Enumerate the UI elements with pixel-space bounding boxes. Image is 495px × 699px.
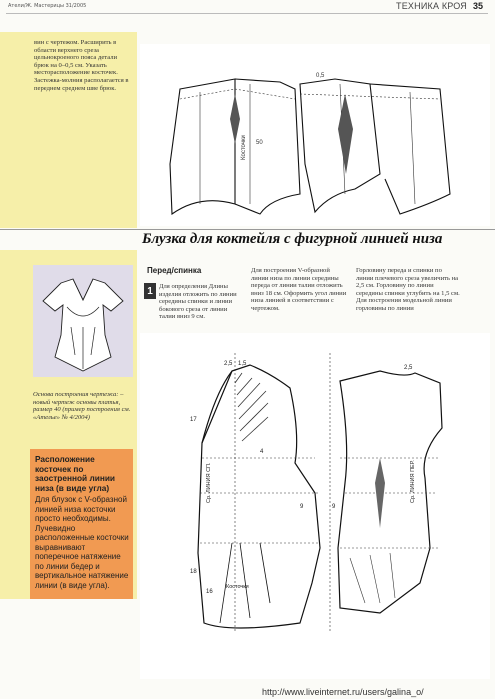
blouse-illustration (33, 265, 133, 377)
center-front-label: Ср. ЛИНИЯ ПЕР. (410, 460, 416, 503)
pants-drawing (140, 44, 490, 226)
blouse-pattern-svg (140, 333, 490, 679)
dim-25-b: 2,5 (404, 365, 413, 371)
orange-box-body: Для блузок с V-образной линией низа косточки просто необходимы. Лучевидно расположенные косточки выравнивают поперечное натяжение по линии бедер и вертикальное натяжение линии (в виде угла). (35, 495, 129, 590)
dim-18: 18 (190, 569, 197, 575)
dim-25-a: 2,5 (224, 361, 233, 367)
header-rule (6, 13, 488, 14)
top-paragraph: вин с чертежом. Расширить в области верхнего среза цельнокроеного пояса детали брюк на 0–0,5 см. Указать месторасположение косточек. Застежка-молния располагается в переднем среднем шве брюк. (34, 39, 129, 92)
dim-16: 16 (206, 589, 213, 595)
kostochki-label-top: Косточки (241, 135, 247, 160)
dim-4: 4 (260, 449, 264, 455)
front-piece-outline (338, 371, 442, 613)
blouse-drawing (140, 333, 490, 679)
footer-url[interactable]: http://www.liveinternet.ru/users/galina_o/ (262, 687, 424, 697)
article-col-1: Для определения Длины изделия отложить по линии середины спинки и линии бокового среза от линии талии вниз 9 см. (159, 283, 237, 321)
article-title: Блузка для коктейля с фигурной линией низа (142, 231, 443, 247)
magazine-label: Атели/Ж. Мастерицы 31/2005 (8, 3, 87, 9)
title-rule (0, 229, 495, 230)
article-col-2: Для построения V-образной линии низа по линии середины переда от линии талии отложить вниз 18 см. Оформить угол линии низа линией в соответствии с чертежом. (251, 267, 347, 312)
orange-box-title: Расположение косточек по заостренной линии низа (в виде угла) (35, 454, 116, 493)
dim-50-label: 50 (256, 140, 263, 146)
pants-pattern-svg (140, 44, 490, 226)
dim-9-a: 9 (300, 504, 304, 510)
blouse-svg (33, 265, 133, 377)
dim-05-label: 0,5 (316, 73, 325, 79)
subheading: Перед/спинка (147, 266, 202, 275)
section-title: ТЕХНИКА КРОЯ (396, 1, 467, 11)
dim-9-b: 9 (332, 504, 336, 510)
kostochki-label-bottom: Косточки (226, 584, 249, 590)
dim-15: 1,5 (238, 361, 247, 367)
step-number-1: 1 (144, 283, 156, 299)
sidebar-caption: Основа построения чертежа: – новый чертеж основы платья, размер 40 (пример построения см. «Ателье» № 4/2004) (33, 391, 131, 421)
page-number: 35 (472, 1, 483, 11)
center-back-label: Ср. ЛИНИЯ СП. (206, 462, 212, 503)
back-piece-outline (198, 365, 320, 628)
article-col-3: Горловину переда и спинки по линии плечевого среза увеличить на 2,5 см. Горловину по линии середины спинки углубить на 1,5 см. Для построения модельной линии горловины по линии (356, 267, 460, 312)
dim-17: 17 (190, 417, 197, 423)
